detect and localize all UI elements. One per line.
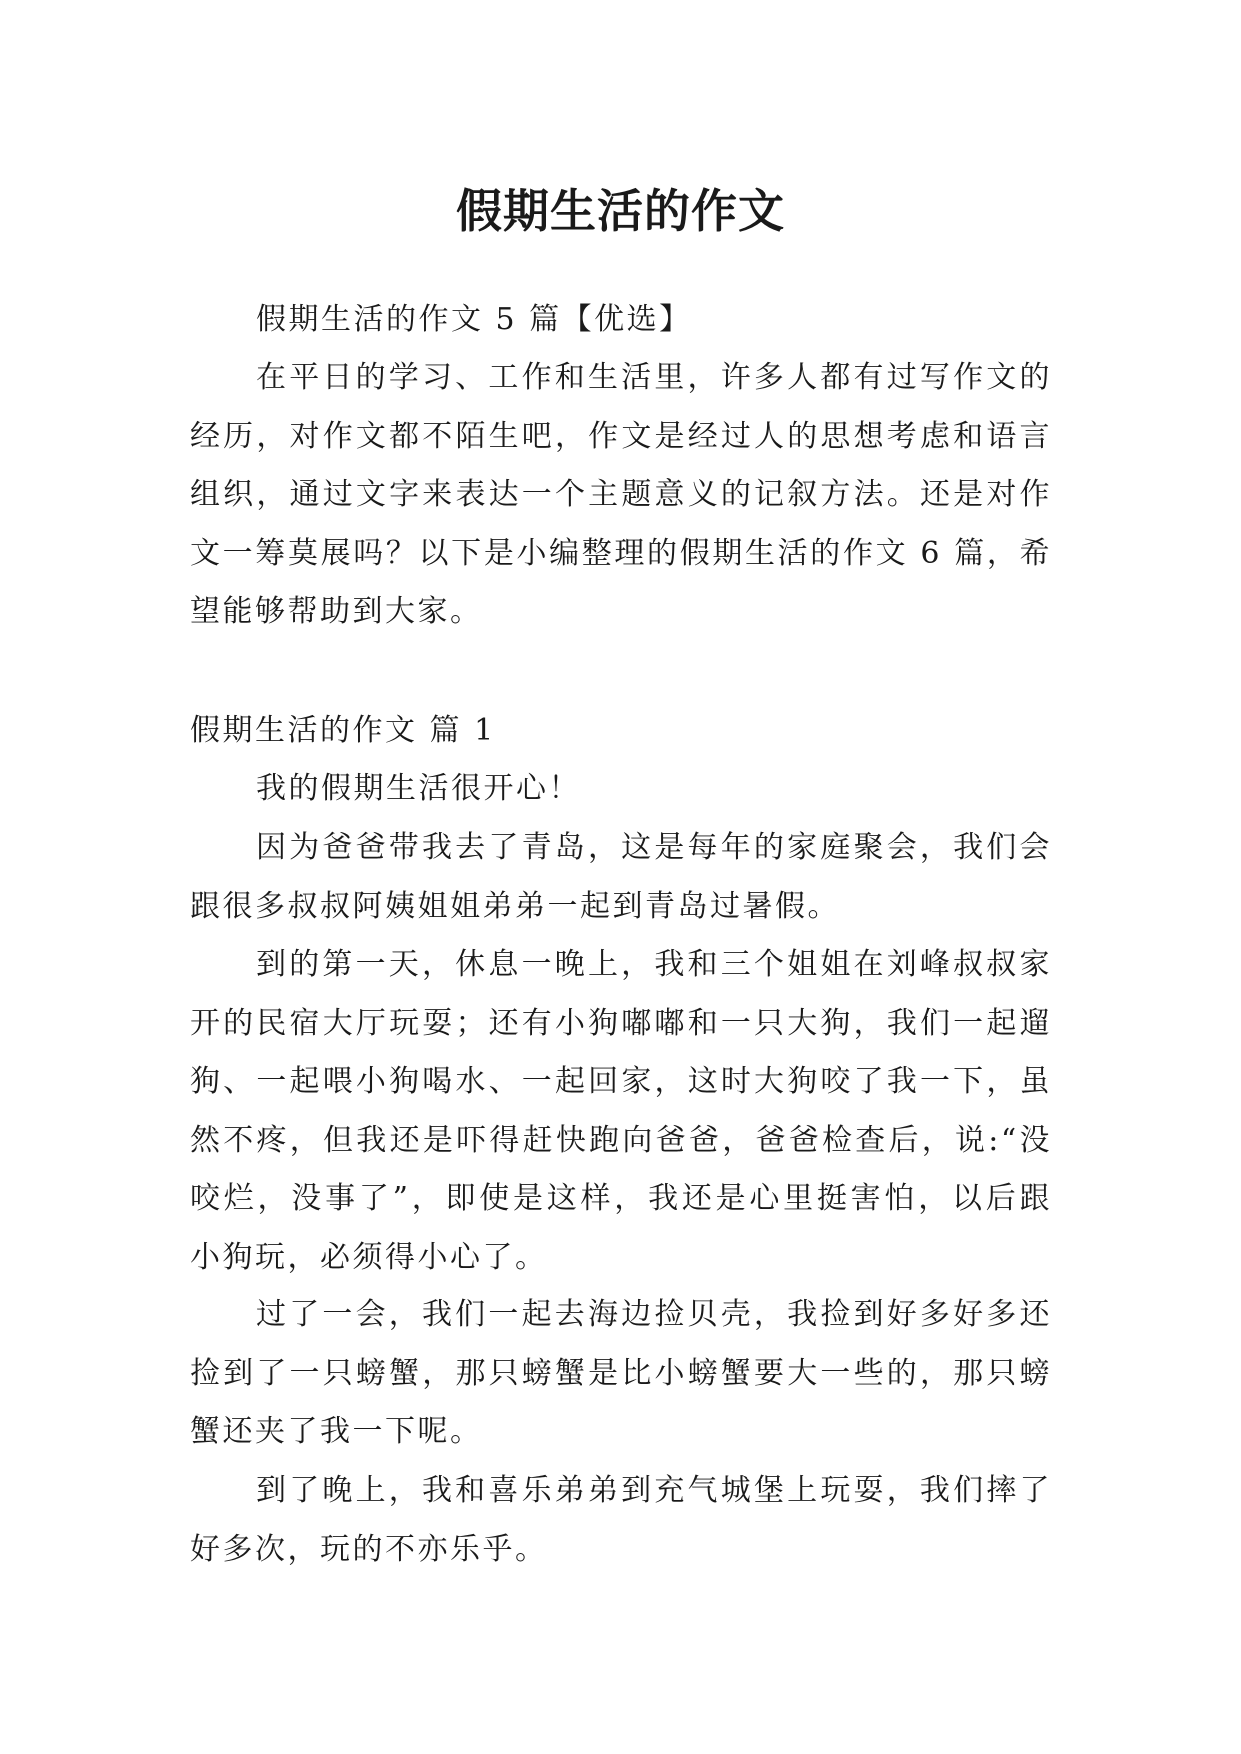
paragraph-4: 过了一会，我们一起去海边捡贝壳，我捡到好多好多还捡到了一只螃蟹，那只螃蟹是比小螃蟹要大一些的，那只螃蟹还夹了我一下呢。 <box>190 1297 1052 1449</box>
paragraph-1: 我的假期生活很开心！ <box>256 771 581 806</box>
section-heading: 假期生活的作文 篇 1 <box>190 713 496 748</box>
paragraph-5: 到了晚上，我和喜乐弟弟到充气城堡上玩耍，我们摔了好多次，玩的不亦乐乎。 <box>190 1473 1052 1567</box>
document-subtitle: 假期生活的作文 5 篇【优选】 <box>256 302 692 337</box>
paragraph-2: 因为爸爸带我去了青岛，这是每年的家庭聚会，我们会跟很多叔叔阿姨姐姐弟弟一起到青岛过暑假。 <box>190 830 1052 924</box>
intro-paragraph: 在平日的学习、工作和生活里，许多人都有过写作文的经历，对作文都不陌生吧，作文是经过人的思想考虑和语言组织，通过文字来表达一个主题意义的记叙方法。还是对作文一筹莫展吗？以下是小编整理的假期生活的作文 6 篇，希望能够帮助到大家。 <box>190 360 1052 629</box>
paragraph-3: 到的第一天，休息一晚上，我和三个姐姐在刘峰叔叔家开的民宿大厅玩耍；还有小狗嘟嘟和一只大狗，我们一起遛狗、一起喂小狗喝水、一起回家，这时大狗咬了我一下，虽然不疼，但我还是吓得赶快跑向爸爸，爸爸检查后，说:“没咬烂，没事了”，即使是这样，我还是心里挺害怕，以后跟小狗玩，必须得小心了。 <box>190 947 1052 1275</box>
page-title: 假期生活的作文 <box>456 183 785 238</box>
